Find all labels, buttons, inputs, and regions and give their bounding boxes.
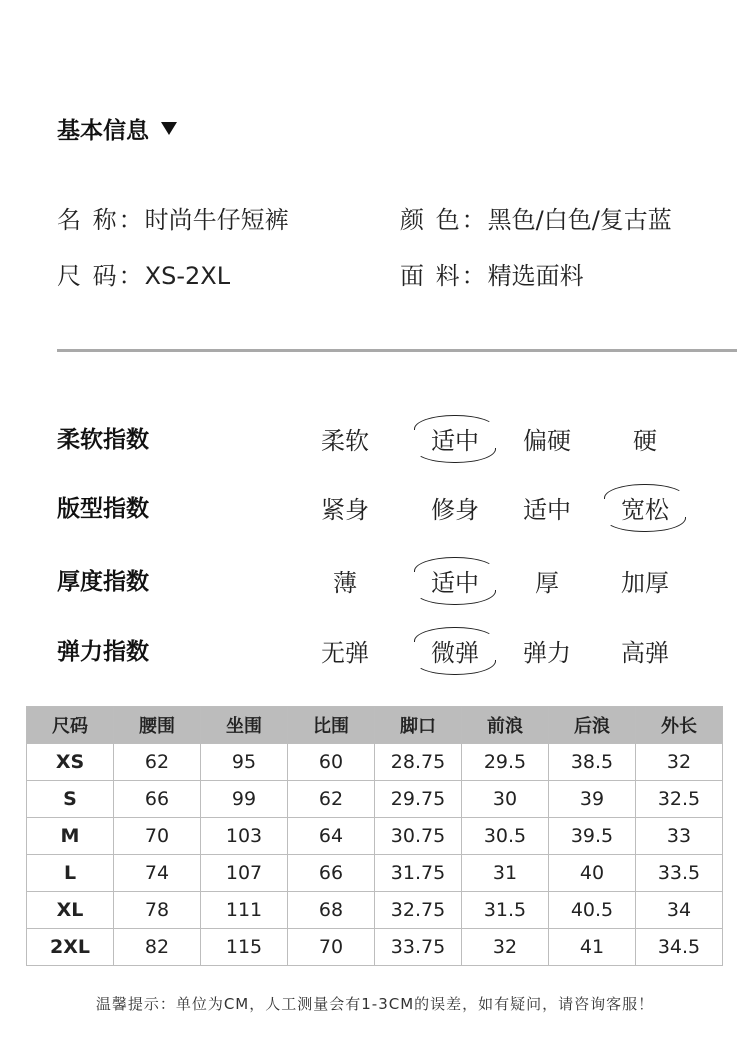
size-value-cell: 66	[114, 781, 201, 818]
size-table-header-cell: 坐围	[201, 707, 288, 744]
size-value-cell: 31	[462, 855, 549, 892]
size-value-cell: 30	[462, 781, 549, 818]
size-table-header-cell: 外长	[636, 707, 723, 744]
table-row	[27, 744, 723, 781]
size-table-header-cell: 前浪	[462, 707, 549, 744]
info-fabric-label: 面 料：	[400, 262, 488, 290]
size-value-cell: 29.5	[462, 744, 549, 781]
size-value-cell: 32.75	[375, 892, 462, 929]
size-value-cell: 33	[636, 818, 723, 855]
index-label: 厚度指数	[57, 569, 149, 595]
size-value-cell: 64	[288, 818, 375, 855]
size-value-cell: 34.5	[636, 929, 723, 966]
index-option-selected: 微弹	[410, 633, 500, 668]
table-row	[27, 781, 723, 818]
size-table-body	[27, 744, 723, 966]
index-option: 厚	[535, 569, 559, 597]
index-label: 弹力指数	[57, 639, 149, 665]
size-table-header	[27, 707, 723, 744]
size-value-cell: 32	[462, 929, 549, 966]
info-name-value: 时尚牛仔短裤	[144, 206, 289, 234]
section-title	[57, 112, 177, 145]
size-value-cell: 39.5	[549, 818, 636, 855]
info-size-label: 尺 码：	[57, 262, 145, 290]
size-value-cell: 40	[549, 855, 636, 892]
size-value-cell: 74	[114, 855, 201, 892]
size-value-cell: 41	[549, 929, 636, 966]
index-option: 修身	[431, 496, 479, 524]
info-size	[57, 256, 230, 291]
measurement-note: 温馨提示：单位为CM，人工测量会有1-3CM的误差，如有疑问，请咨询客服！	[95, 995, 655, 1013]
size-value-cell: 38.5	[549, 744, 636, 781]
index-option-selected: 宽松	[600, 490, 690, 525]
size-value-cell: 78	[114, 892, 201, 929]
size-table	[26, 706, 723, 966]
triangle-down-icon	[161, 122, 177, 135]
section-title-text: 基本信息	[57, 118, 149, 144]
size-value-cell: 30.75	[375, 818, 462, 855]
size-value-cell: 30.5	[462, 818, 549, 855]
size-value-cell: 82	[114, 929, 201, 966]
size-label-cell: L	[27, 855, 114, 892]
index-label: 柔软指数	[57, 427, 149, 453]
index-option: 高弹	[621, 639, 669, 667]
size-label-cell: XL	[27, 892, 114, 929]
index-option-selected: 适中	[410, 421, 500, 456]
size-table-header-cell: 后浪	[549, 707, 636, 744]
size-value-cell: 62	[114, 744, 201, 781]
size-value-cell: 103	[201, 818, 288, 855]
size-label-cell: S	[27, 781, 114, 818]
size-table-header-cell: 尺码	[27, 707, 114, 744]
section-divider	[57, 349, 737, 352]
size-value-cell: 32	[636, 744, 723, 781]
size-value-cell: 115	[201, 929, 288, 966]
size-value-cell: 29.75	[375, 781, 462, 818]
index-option: 薄	[333, 569, 357, 597]
size-table-header-cell: 脚口	[375, 707, 462, 744]
table-row	[27, 855, 723, 892]
size-label-cell: M	[27, 818, 114, 855]
index-label: 版型指数	[57, 496, 149, 522]
info-fabric	[400, 256, 584, 291]
size-value-cell: 68	[288, 892, 375, 929]
size-value-cell: 107	[201, 855, 288, 892]
size-value-cell: 31.75	[375, 855, 462, 892]
index-option: 无弹	[321, 639, 369, 667]
size-value-cell: 66	[288, 855, 375, 892]
size-value-cell: 60	[288, 744, 375, 781]
size-table-header-cell: 比围	[288, 707, 375, 744]
info-name	[57, 200, 289, 235]
info-name-label: 名 称：	[57, 206, 145, 234]
table-row	[27, 818, 723, 855]
size-value-cell: 32.5	[636, 781, 723, 818]
info-color-value: 黑色/白色/复古蓝	[487, 206, 672, 234]
size-value-cell: 33.75	[375, 929, 462, 966]
index-option: 加厚	[621, 569, 669, 597]
info-color-label: 颜 色：	[400, 206, 488, 234]
size-value-cell: 70	[114, 818, 201, 855]
index-option: 适中	[523, 496, 571, 524]
size-value-cell: 28.75	[375, 744, 462, 781]
index-option: 柔软	[321, 427, 369, 455]
size-value-cell: 111	[201, 892, 288, 929]
size-label-cell: 2XL	[27, 929, 114, 966]
size-value-cell: 95	[201, 744, 288, 781]
size-value-cell: 33.5	[636, 855, 723, 892]
table-row	[27, 892, 723, 929]
size-value-cell: 39	[549, 781, 636, 818]
info-color	[400, 200, 672, 235]
table-row	[27, 929, 723, 966]
size-value-cell: 62	[288, 781, 375, 818]
index-option-selected: 适中	[410, 563, 500, 598]
index-option: 紧身	[321, 496, 369, 524]
size-value-cell: 99	[201, 781, 288, 818]
size-value-cell: 70	[288, 929, 375, 966]
info-size-value: XS-2XL	[144, 262, 231, 290]
size-value-cell: 31.5	[462, 892, 549, 929]
index-option: 硬	[633, 427, 657, 455]
size-value-cell: 40.5	[549, 892, 636, 929]
index-option: 弹力	[523, 639, 571, 667]
info-fabric-value: 精选面料	[487, 262, 584, 290]
size-value-cell: 34	[636, 892, 723, 929]
index-option: 偏硬	[523, 427, 571, 455]
size-table-header-cell: 腰围	[114, 707, 201, 744]
size-label-cell: XS	[27, 744, 114, 781]
